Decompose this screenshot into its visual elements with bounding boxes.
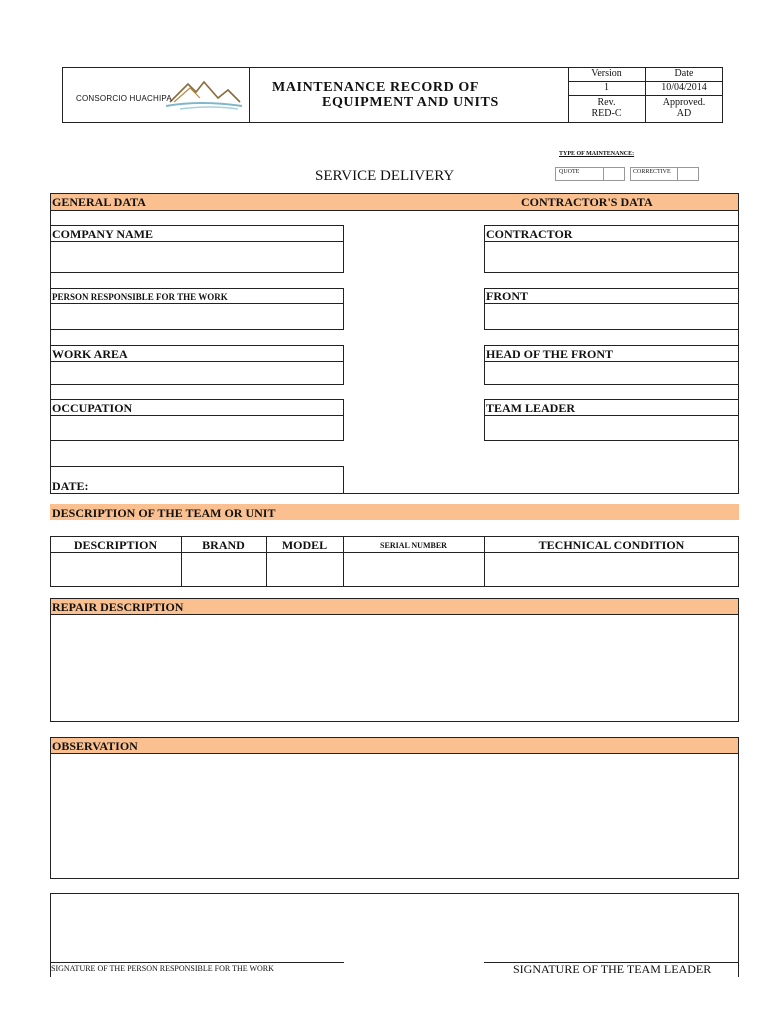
front-label: FRONT xyxy=(486,289,528,303)
head-of-front-label: HEAD OF THE FRONT xyxy=(486,347,614,361)
cell-brand[interactable] xyxy=(182,553,265,586)
band-underline xyxy=(50,614,739,615)
date-value: 10/04/2014 xyxy=(661,82,707,93)
header-row-line xyxy=(568,95,723,96)
field-label-line xyxy=(484,361,739,362)
corrective-label: CORRECTIVE xyxy=(633,169,671,175)
signature-box-top xyxy=(50,893,739,894)
cell-model[interactable] xyxy=(267,553,342,586)
field-label-line xyxy=(50,415,344,416)
signature-line-person xyxy=(50,962,344,963)
occupation-label: OCCUPATION xyxy=(52,401,133,415)
signature-area-leader[interactable] xyxy=(485,900,737,960)
field-label-line xyxy=(484,415,739,416)
maintenance-type-label: TYPE OF MAINTENANCE: xyxy=(559,151,635,157)
rev-value: RED-C xyxy=(591,108,622,119)
observation-header: OBSERVATION xyxy=(52,739,138,753)
form-title-line1: MAINTENANCE RECORD OF xyxy=(272,80,480,95)
observation-band xyxy=(51,738,738,753)
col-description: DESCRIPTION xyxy=(73,538,158,552)
person-responsible-label: PERSON RESPONSIBLE FOR THE WORK xyxy=(52,292,228,302)
field-label-line xyxy=(50,361,344,362)
work-area-label: WORK AREA xyxy=(52,347,128,361)
cell-serial-number[interactable] xyxy=(344,553,483,586)
general-data-header: GENERAL DATA xyxy=(52,195,146,209)
repair-header: REPAIR DESCRIPTION xyxy=(52,600,184,614)
col-serial-number: SERIAL NUMBER xyxy=(380,541,447,550)
corrective-divider xyxy=(677,167,678,181)
cell-description[interactable] xyxy=(51,553,180,586)
team-leader-label: TEAM LEADER xyxy=(486,401,576,415)
contractor-label: CONTRACTOR xyxy=(486,227,573,241)
signature-box-right xyxy=(738,893,739,977)
quote-label: QUOTE xyxy=(559,169,580,175)
band-underline xyxy=(50,210,739,211)
signature-leader-label: SIGNATURE OF THE TEAM LEADER xyxy=(513,962,712,976)
version-label: Version xyxy=(591,68,622,79)
quote-divider xyxy=(603,167,604,181)
observation-section[interactable] xyxy=(50,737,739,879)
field-label-line xyxy=(50,241,344,242)
approved-label: Approved. xyxy=(662,97,706,108)
date-field[interactable] xyxy=(50,466,344,494)
page-title: SERVICE DELIVERY xyxy=(315,168,455,184)
col-brand: BRAND xyxy=(202,538,245,552)
repair-description-section[interactable] xyxy=(50,598,739,722)
field-label-line xyxy=(484,303,739,304)
equipment-header: DESCRIPTION OF THE TEAM OR UNIT xyxy=(52,506,276,520)
company-name-label: COMPANY NAME xyxy=(52,227,153,241)
signature-area-person[interactable] xyxy=(51,900,343,960)
date-label: DATE: xyxy=(52,479,89,493)
signature-person-label: SIGNATURE OF THE PERSON RESPONSIBLE FOR THE WORK xyxy=(51,964,274,973)
rev-label: Rev. xyxy=(597,97,616,108)
col-model: MODEL xyxy=(281,538,328,552)
date-label: Date xyxy=(674,68,694,79)
form-title-line2: EQUIPMENT AND UNITS xyxy=(322,95,499,110)
field-label-line xyxy=(484,241,739,242)
header-divider xyxy=(249,67,250,123)
approved-value: AD xyxy=(676,108,692,119)
cell-technical-condition[interactable] xyxy=(485,553,738,586)
version-value: 1 xyxy=(604,82,609,93)
company-name: CONSORCIO HUACHIPA xyxy=(76,94,172,103)
col-technical-condition: TECHNICAL CONDITION xyxy=(538,538,685,552)
band-underline xyxy=(50,753,739,754)
contractor-data-header: CONTRACTOR'S DATA xyxy=(521,195,653,209)
